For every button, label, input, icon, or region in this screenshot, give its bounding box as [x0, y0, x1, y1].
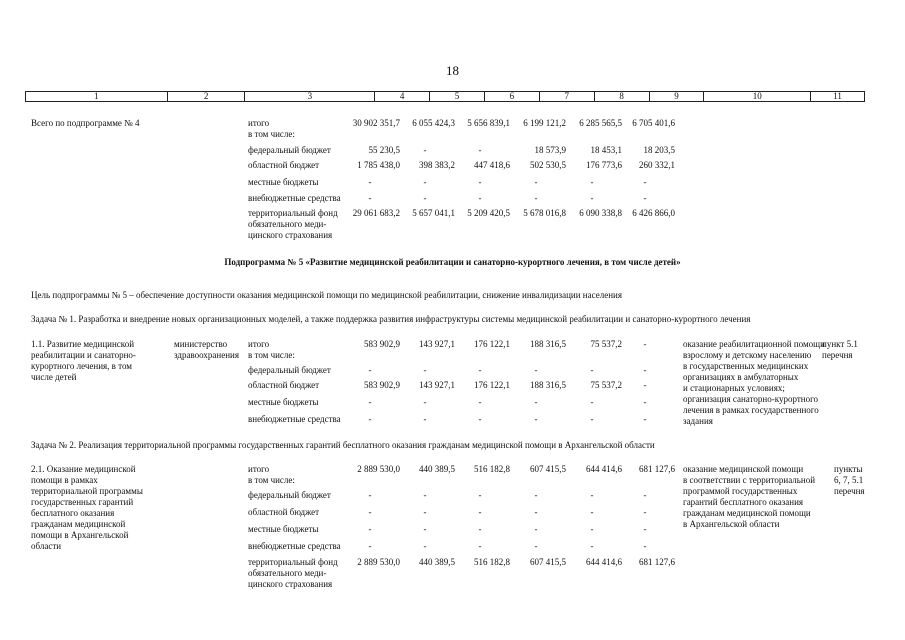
- value-cell: 681 127,6: [639, 557, 675, 567]
- value-cell: 6 199 121,2: [523, 118, 566, 128]
- header-col-11: 11: [833, 91, 842, 101]
- value-cell: -: [368, 397, 372, 407]
- value-cell: 5 657 041,1: [412, 208, 455, 218]
- value-cell: -: [423, 177, 427, 187]
- funding-source: областной бюджет: [248, 380, 320, 390]
- header-col-9: 9: [650, 92, 705, 101]
- value-cell: -: [478, 193, 482, 203]
- value-cell: -: [590, 490, 594, 500]
- value-cell: 2 889 530,0: [357, 464, 400, 474]
- value-cell: 176 122,1: [474, 380, 510, 390]
- value-cell: -: [643, 339, 647, 349]
- value-cell: 55 230,5: [368, 145, 400, 155]
- funding-source: внебюджетные средства: [248, 193, 341, 203]
- value-cell: -: [590, 365, 594, 375]
- value-cell: -: [423, 145, 427, 155]
- value-cell: 75 537,2: [590, 339, 622, 349]
- value-cell: -: [534, 177, 538, 187]
- value-cell: 644 414,6: [586, 557, 622, 567]
- value-cell: -: [534, 414, 538, 424]
- value-cell: -: [368, 507, 372, 517]
- value-cell: 6 705 401,6: [632, 118, 675, 128]
- funding-source: итого в том числе:: [248, 464, 295, 485]
- value-cell: -: [643, 541, 647, 551]
- value-cell: 6 285 565,5: [579, 118, 622, 128]
- value-cell: 6 090 338,8: [579, 208, 622, 218]
- row-label: 1.1. Развитие медицинской реабилитации и санаторно- курортного лечения, в том числе детей: [31, 339, 136, 382]
- value-cell: -: [478, 397, 482, 407]
- value-cell: 18 203,5: [643, 145, 675, 155]
- value-cell: 5 209 420,5: [467, 208, 510, 218]
- value-cell: 681 127,6: [639, 464, 675, 474]
- value-cell: -: [643, 365, 647, 375]
- value-cell: -: [423, 507, 427, 517]
- value-cell: 176 773,6: [586, 160, 622, 170]
- header-col-1: 1: [26, 92, 168, 101]
- value-cell: 398 383,2: [419, 160, 455, 170]
- funding-source: областной бюджет: [248, 160, 320, 170]
- subprogram-title: Подпрограмма № 5 «Развитие медицинской реабилитации и санаторно-курортного лечения, в том числе детей»: [224, 257, 681, 267]
- value-cell: -: [534, 193, 538, 203]
- value-cell: -: [643, 490, 647, 500]
- value-cell: -: [643, 380, 647, 390]
- value-cell: -: [590, 397, 594, 407]
- header-col-4: 4: [375, 92, 430, 101]
- value-cell: -: [534, 490, 538, 500]
- result-text: оказание реабилитационной помощи взрослому и детскому населению в государственных медицинских организациях в амбулаторных и стационарных условиях; организация санаторно-курортного лечения в рамках государственного задания: [683, 339, 825, 426]
- value-cell: -: [478, 414, 482, 424]
- value-cell: -: [590, 541, 594, 551]
- row-label: 2.1. Оказание медицинской помощи в рамках территориальной программы государственных гарантий бесплатного оказания гражданам медицинской помощи в Архангельской области: [31, 464, 143, 551]
- header-col-7: 7: [540, 92, 595, 101]
- funding-source: федеральный бюджет: [248, 365, 331, 375]
- value-cell: 440 389,5: [419, 557, 455, 567]
- value-cell: 18 453,1: [590, 145, 622, 155]
- value-cell: 502 530,5: [530, 160, 566, 170]
- funding-source: местные бюджеты: [248, 177, 319, 187]
- funding-source: федеральный бюджет: [248, 490, 331, 500]
- value-cell: 516 182,8: [474, 464, 510, 474]
- value-cell: 583 902,9: [364, 339, 400, 349]
- value-cell: 29 061 683,2: [352, 208, 400, 218]
- header-col-3: 3: [245, 92, 375, 101]
- value-cell: 143 927,1: [419, 339, 455, 349]
- value-cell: -: [643, 397, 647, 407]
- value-cell: -: [590, 414, 594, 424]
- value-cell: -: [643, 177, 647, 187]
- value-cell: -: [590, 507, 594, 517]
- header-col-5: 5: [430, 92, 485, 101]
- reference: пункты 6, 7, 5.1 перечня: [834, 464, 865, 496]
- value-cell: -: [534, 541, 538, 551]
- funding-source: итого в том числе:: [248, 339, 295, 360]
- value-cell: -: [423, 414, 427, 424]
- task-heading: Задача № 1. Разработка и внедрение новых организационных моделей, а также поддержка развития инфраструктуры системы медицинской реабилитации и санаторно-курортного лечения: [31, 314, 751, 324]
- funding-source: итого в том числе:: [248, 118, 295, 139]
- value-cell: 75 537,2: [590, 380, 622, 390]
- value-cell: -: [534, 507, 538, 517]
- value-cell: -: [478, 490, 482, 500]
- funding-source: областной бюджет: [248, 507, 320, 517]
- value-cell: 18 573,9: [534, 145, 566, 155]
- value-cell: -: [368, 365, 372, 375]
- header-col-6: 6: [485, 92, 540, 101]
- value-cell: -: [368, 490, 372, 500]
- value-cell: -: [478, 365, 482, 375]
- value-cell: -: [643, 524, 647, 534]
- value-cell: 5 656 839,1: [467, 118, 510, 128]
- value-cell: -: [423, 193, 427, 203]
- value-cell: 583 902,9: [364, 380, 400, 390]
- value-cell: -: [423, 490, 427, 500]
- value-cell: -: [643, 414, 647, 424]
- row-label: Всего по подпрограмме № 4: [31, 118, 140, 128]
- value-cell: 30 902 351,7: [352, 118, 400, 128]
- value-cell: 447 418,6: [474, 160, 510, 170]
- funding-source: внебюджетные средства: [248, 414, 341, 424]
- value-cell: -: [368, 193, 372, 203]
- value-cell: -: [423, 541, 427, 551]
- value-cell: -: [534, 397, 538, 407]
- value-cell: -: [643, 193, 647, 203]
- value-cell: 2 889 530,0: [357, 557, 400, 567]
- value-cell: -: [423, 397, 427, 407]
- value-cell: -: [368, 524, 372, 534]
- value-cell: 5 678 016,8: [523, 208, 566, 218]
- funding-source: местные бюджеты: [248, 397, 319, 407]
- value-cell: 188 316,5: [530, 380, 566, 390]
- value-cell: 176 122,1: [474, 339, 510, 349]
- funding-source: местные бюджеты: [248, 524, 319, 534]
- value-cell: -: [478, 524, 482, 534]
- funding-source: территориальный фонд обязательного меди- цинского страхования: [248, 208, 338, 240]
- goal-text: Цель подпрограммы № 5 – обеспечение доступности оказания медицинской помощи по медицинской реабилитации, снижение инвалидизации населения: [31, 290, 622, 300]
- executor: министерство здравоохранения: [174, 339, 240, 360]
- result-text: оказание медицинской помощи в соответствии с территориальной программой государственных гарантий бесплатного оказания гражданам медицинской помощи в Архангельской области: [683, 464, 816, 529]
- header-col-8: 8: [595, 92, 650, 101]
- funding-source: внебюджетные средства: [248, 541, 341, 551]
- value-cell: -: [534, 365, 538, 375]
- reference: пункт 5.1 перечня: [822, 339, 858, 360]
- value-cell: 188 316,5: [530, 339, 566, 349]
- value-cell: -: [368, 414, 372, 424]
- value-cell: 607 415,5: [530, 557, 566, 567]
- value-cell: -: [478, 145, 482, 155]
- funding-source: территориальный фонд обязательного меди- цинского страхования: [248, 557, 338, 589]
- value-cell: 6 426 866,0: [632, 208, 675, 218]
- value-cell: 440 389,5: [419, 464, 455, 474]
- value-cell: 1 785 438,0: [357, 160, 400, 170]
- value-cell: -: [643, 507, 647, 517]
- value-cell: 260 332,1: [639, 160, 675, 170]
- value-cell: -: [423, 365, 427, 375]
- value-cell: 644 414,6: [586, 464, 622, 474]
- header-col-10: 10: [704, 92, 811, 101]
- value-cell: 6 055 424,3: [412, 118, 455, 128]
- value-cell: -: [534, 524, 538, 534]
- value-cell: -: [478, 541, 482, 551]
- value-cell: -: [368, 541, 372, 551]
- page-number: 18: [446, 63, 459, 78]
- value-cell: -: [590, 177, 594, 187]
- value-cell: -: [368, 177, 372, 187]
- value-cell: -: [478, 177, 482, 187]
- value-cell: 143 927,1: [419, 380, 455, 390]
- value-cell: 516 182,8: [474, 557, 510, 567]
- header-col-2: 2: [168, 92, 246, 101]
- value-cell: 607 415,5: [530, 464, 566, 474]
- value-cell: -: [478, 507, 482, 517]
- task-heading: Задача № 2. Реализация территориальной программы государственных гарантий бесплатного оказания гражданам медицинской помощи в Архангельской области: [31, 440, 655, 450]
- value-cell: -: [590, 193, 594, 203]
- value-cell: -: [590, 524, 594, 534]
- value-cell: -: [423, 524, 427, 534]
- funding-source: федеральный бюджет: [248, 145, 331, 155]
- table-header-row: [25, 91, 865, 102]
